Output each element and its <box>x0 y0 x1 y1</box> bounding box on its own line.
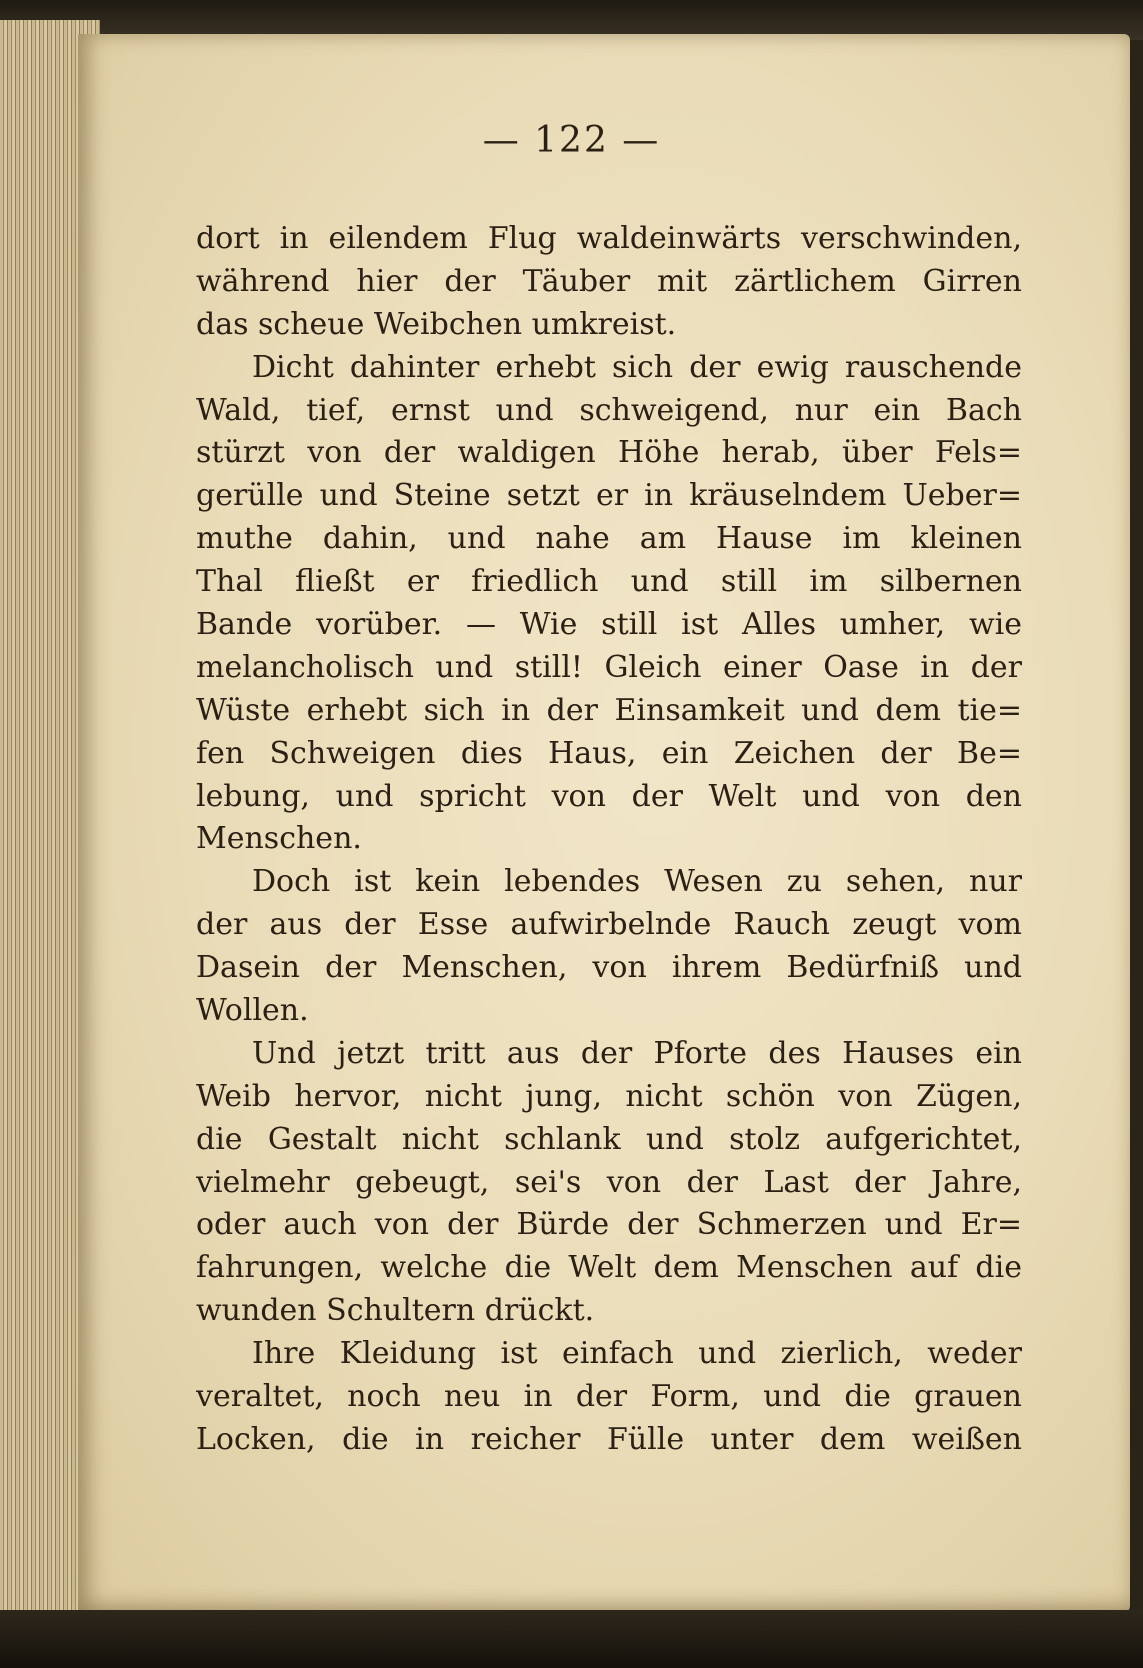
text-line: Und jetzt tritt aus der Pforte des Hauses ein <box>252 1035 1022 1071</box>
text-line: Doch ist kein lebendes Wesen zu sehen, nur <box>252 864 1022 900</box>
text-line: vielmehr gebeugt, sei's von der Last der Jahre, <box>196 1164 1022 1200</box>
book-cover-bottom-edge <box>0 1610 1143 1668</box>
text-line: muthe dahin, und nahe am Hause im kleinen <box>196 521 1022 557</box>
text-line: Weib hervor, nicht jung, nicht schön von Zügen, <box>196 1078 1022 1114</box>
text-line: Thal fließt er friedlich und still im silbernen <box>196 564 1022 600</box>
text-line: oder auch von der Bürde der Schmerzen und Er= <box>196 1207 1022 1243</box>
page-number: — 122 — <box>482 120 661 161</box>
text-line: wunden Schultern drückt. <box>196 1293 595 1329</box>
text-line: das scheue Weibchen umkreist. <box>196 306 677 342</box>
text-line: Locken, die in reicher Fülle unter dem weißen <box>196 1421 1022 1457</box>
text-line: lebung, und spricht von der Welt und von den <box>196 778 1022 814</box>
text-line: der aus der Esse aufwirbelnde Rauch zeugt vom <box>196 907 1022 943</box>
text-line: stürzt von der waldigen Höhe herab, über Fels= <box>196 435 1022 471</box>
text-line: veraltet, noch neu in der Form, und die grauen <box>196 1379 1022 1415</box>
text-line: Menschen. <box>196 821 362 857</box>
text-line: Wüste erhebt sich in der Einsamkeit und dem tie= <box>196 692 1022 728</box>
text-line: die Gestalt nicht schlank und stolz aufgerichtet, <box>196 1121 1022 1157</box>
text-line: Ihre Kleidung ist einfach und zierlich, weder <box>252 1336 1022 1372</box>
text-line: Dasein der Menschen, von ihrem Bedürfniß und <box>196 950 1022 986</box>
text-line: Bande vorüber. — Wie still ist Alles umher, wie <box>196 607 1022 643</box>
page-body-text <box>196 218 1022 1462</box>
text-line: dort in eilendem Flug waldeinwärts verschwinden, <box>196 221 1022 256</box>
text-line: fahrungen, welche die Welt dem Menschen auf die <box>196 1250 1022 1286</box>
text-line: Wollen. <box>196 993 309 1029</box>
text-line: gerülle und Steine setzt er in kräuselndem Ueber= <box>196 478 1022 514</box>
text-line: Wald, tief, ernst und schweigend, nur ein Bach <box>196 392 1022 428</box>
text-line: während hier der Täuber mit zärtlichem Girren <box>196 263 1022 299</box>
text-line: fen Schweigen dies Haus, ein Zeichen der Be= <box>196 735 1022 771</box>
text-line: Dicht dahinter erhebt sich der ewig rauschende <box>252 349 1022 385</box>
text-line: melancholisch und still! Gleich einer Oase in der <box>196 649 1022 685</box>
